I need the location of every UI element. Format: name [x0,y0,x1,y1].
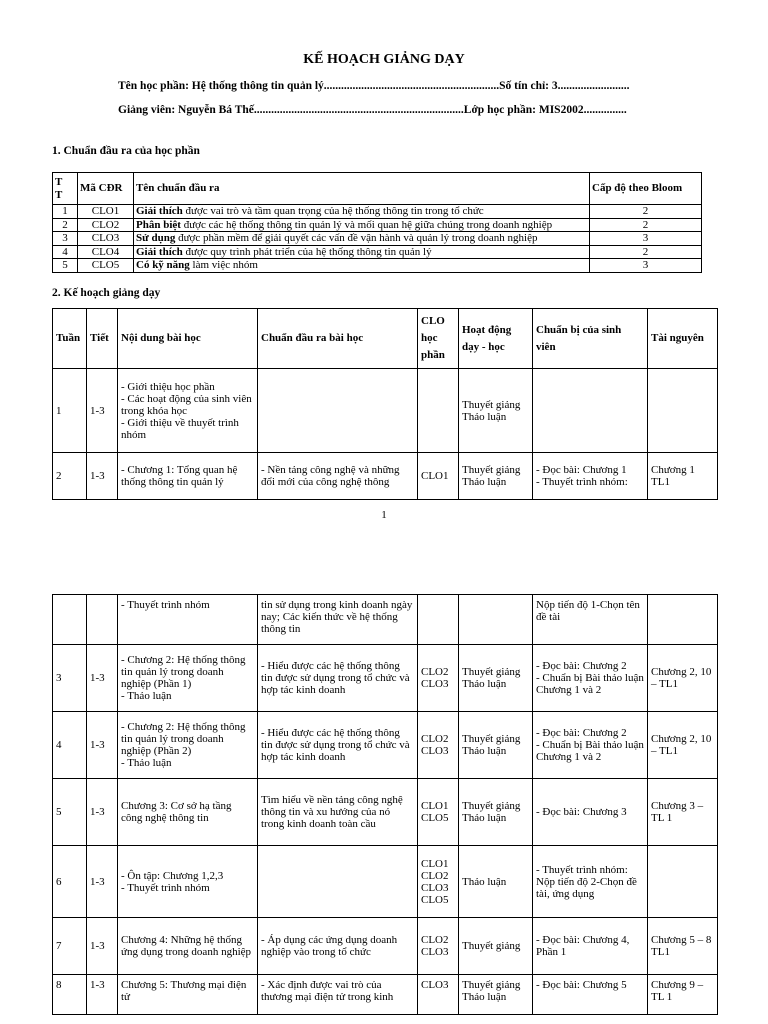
clo-description [134,232,590,246]
clo-code: CLO5 [78,259,134,273]
header-outcome: Chuẩn đầu ra bài học [258,309,418,369]
resource-cell: Chương 9 – TL 1 [648,975,718,1015]
clo-code: CLO2 [78,218,134,232]
content-cell: Chương 4: Những hệ thống ứng dụng trong doanh nghiệp [118,918,258,975]
resource-cell: Chương 5 – 8 TL1 [648,918,718,975]
header-clo: CLO học phần [418,309,459,369]
plan-row [53,918,718,975]
plan-table-page-2 [52,594,718,1015]
outcome-cell: - Xác định được vai trò của thương mại điện tử trong kinh [258,975,418,1015]
plan-row [53,975,718,1015]
clo-description [134,205,590,219]
clo-tt: 1 [53,205,78,219]
activity-cell: Thuyết giảng Thảo luận [459,453,533,500]
clo-tt: 3 [53,232,78,246]
activity-cell [459,595,533,645]
activity-cell: Thuyết giảng Thảo luận [459,779,533,846]
content-cell: - Ôn tập: Chương 1,2,3 - Thuyết trình nhóm [118,846,258,918]
clo-verb: Có kỹ năng [136,259,190,271]
header-prep: Chuẩn bị của sinh viên [533,309,648,369]
clo-row [53,245,702,259]
plan-row [53,712,718,779]
clo-cell: CLO1 CLO2 CLO3 CLO5 [418,846,459,918]
clo-cell: CLO2 CLO3 [418,712,459,779]
section-2-heading: 2. Kế hoạch giảng dạy [52,287,161,299]
week-cell: 6 [53,846,87,918]
clo-text: được quy trình phát triển của hệ thống thông tin quản lý [182,245,432,258]
period-cell: 1-3 [87,645,118,712]
prep-cell: - Đọc bài: Chương 5 [533,975,648,1015]
activity-cell: Thuyết giảng Thảo luận [459,369,533,453]
outcome-cell: - Nền tảng công nghệ và những đổi mới của công nghệ thông [258,453,418,500]
clo-row [53,232,702,246]
document-title: KẾ HOẠCH GIẢNG DẠY [303,52,465,67]
content-cell: - Chương 1: Tổng quan hệ thống thông tin quản lý [118,453,258,500]
header-content: Nội dung bài học [118,309,258,369]
clo-tt: 5 [53,259,78,273]
clo-row [53,218,702,232]
header-period: Tiết [87,309,118,369]
plan-table-page-1 [52,308,718,500]
resource-cell: Chương 3 – TL 1 [648,779,718,846]
activity-cell: Thuyết giảng [459,918,533,975]
header-resource: Tài nguyên [648,309,718,369]
clo-code: CLO1 [78,205,134,219]
clo-table-header [53,173,702,205]
clo-description [134,245,590,259]
clo-cell [418,595,459,645]
clo-cell: CLO2 CLO3 [418,645,459,712]
clo-verb: Phân biệt [136,218,181,231]
clo-cell [418,369,459,453]
activity-cell: Thảo luận [459,846,533,918]
period-cell: 1-3 [87,846,118,918]
clo-bloom: 2 [590,205,702,219]
clo-row [53,205,702,219]
prep-cell: - Đọc bài: Chương 1 - Thuyết trình nhóm: [533,453,648,500]
clo-header-name: Tên chuẩn đầu ra [134,173,590,205]
clo-verb: Sử dụng [136,232,176,244]
plan-row [53,369,718,453]
content-cell: Chương 3: Cơ sở hạ tầng công nghệ thông tin [118,779,258,846]
content-cell: - Thuyết trình nhóm [118,595,258,645]
clo-bloom: 2 [590,218,702,232]
prep-cell: - Đọc bài: Chương 2 - Chuẩn bị Bài thảo luận Chương 1 và 2 [533,712,648,779]
clo-header-code: Mã CĐR [78,173,134,205]
resource-cell [648,369,718,453]
week-cell: 8 [53,975,87,1015]
prep-cell: - Đọc bài: Chương 3 [533,779,648,846]
plan-row [53,453,718,500]
week-cell: 7 [53,918,87,975]
period-cell: 1-3 [87,712,118,779]
clo-header-bloom: Cấp độ theo Bloom [590,173,702,205]
prep-cell: Nộp tiến độ 1-Chọn tên đề tài [533,595,648,645]
period-cell: 1-3 [87,975,118,1015]
plan-row [53,779,718,846]
period-cell [87,595,118,645]
clo-cell: CLO1 CLO5 [418,779,459,846]
clo-text: được vai trò và tầm quan trọng của hệ thống thông tin trong tổ chức [182,205,484,217]
week-cell [53,595,87,645]
outcome-cell [258,846,418,918]
clo-row [53,259,702,273]
resource-cell: Chương 1 TL1 [648,453,718,500]
week-cell: 1 [53,369,87,453]
clo-tt: 4 [53,245,78,259]
content-cell: - Chương 2: Hệ thống thông tin quản lý trong doanh nghiệp (Phần 1) - Thảo luận [118,645,258,712]
outcome-cell: - Hiểu được các hệ thống thông tin được sử dụng trong tổ chức và hợp tác kinh doanh [258,645,418,712]
prep-cell: - Đọc bài: Chương 4, Phần 1 [533,918,648,975]
content-cell: - Giới thiệu học phần - Các hoạt động của sinh viên trong khóa học - Giới thiệu về thuyết trình nhóm [118,369,258,453]
clo-tt: 2 [53,218,78,232]
clo-description [134,259,590,273]
clo-text: làm việc nhóm [189,259,258,271]
clo-text: được phần mềm để giải quyết các vấn đề vận hành và quản lý trong doanh nghiệp [175,232,538,244]
prep-cell [533,369,648,453]
page-number: 1 [381,509,387,521]
clo-verb: Giải thích [136,245,183,258]
period-cell: 1-3 [87,369,118,453]
clo-table [52,172,702,273]
outcome-cell [258,369,418,453]
clo-cell: CLO3 [418,975,459,1015]
outcome-cell: - Hiểu được các hệ thống thông tin được sử dụng trong tổ chức và hợp tác kinh doanh [258,712,418,779]
resource-cell: Chương 2, 10 – TL1 [648,645,718,712]
clo-cell: CLO1 [418,453,459,500]
clo-code: CLO4 [78,245,134,259]
header-activity: Hoạt động dạy - học [459,309,533,369]
period-cell: 1-3 [87,453,118,500]
week-cell: 3 [53,645,87,712]
plan-row [53,595,718,645]
prep-cell: - Thuyết trình nhóm: Nộp tiến độ 2-Chọn đề tài, ứng dụng [533,846,648,918]
plan-table-header [53,309,718,369]
lecturer-info-line: Giảng viên: Nguyễn Bá Thế.........................................................................Lớp học phần: MIS2002............... [118,104,627,116]
clo-bloom: 3 [590,259,702,273]
section-1-heading: 1. Chuẩn đầu ra của học phần [52,145,200,157]
clo-header-tt: T T [53,173,78,205]
week-cell: 5 [53,779,87,846]
week-cell: 4 [53,712,87,779]
activity-cell: Thuyết giảng Thảo luận [459,712,533,779]
course-info-line: Tên học phần: Hệ thống thông tin quản lý.............................................................Số tín chỉ: 3......................... [118,80,630,92]
clo-bloom: 2 [590,245,702,259]
week-cell: 2 [53,453,87,500]
clo-text: được các hệ thống thông tin quản lý và mối quan hệ giữa chúng trong doanh nghiệp [180,218,553,231]
outcome-cell: - Áp dụng các ứng dụng doanh nghiệp vào trong tổ chức [258,918,418,975]
content-cell: Chương 5: Thương mại điện tử [118,975,258,1015]
resource-cell [648,846,718,918]
resource-cell [648,595,718,645]
header-week: Tuần [53,309,87,369]
plan-row [53,645,718,712]
clo-verb: Giải thích [136,205,183,217]
resource-cell: Chương 2, 10 – TL1 [648,712,718,779]
period-cell: 1-3 [87,918,118,975]
prep-cell: - Đọc bài: Chương 2 - Chuẩn bị Bài thảo luận Chương 1 và 2 [533,645,648,712]
activity-cell: Thuyết giảng Thảo luận [459,645,533,712]
plan-row [53,846,718,918]
clo-description [134,218,590,232]
content-cell: - Chương 2: Hệ thống thông tin quản lý trong doanh nghiệp (Phần 2) - Thảo luận [118,712,258,779]
period-cell: 1-3 [87,779,118,846]
clo-bloom: 3 [590,232,702,246]
outcome-cell: tin sử dụng trong kinh doanh ngày nay; Các kiến thức về hệ thống thông tin [258,595,418,645]
clo-cell: CLO2 CLO3 [418,918,459,975]
activity-cell: Thuyết giảng Thảo luận [459,975,533,1015]
outcome-cell: Tìm hiểu về nền tảng công nghệ thông tin và xu hướng của nó trong kinh doanh toàn cầu [258,779,418,846]
clo-code: CLO3 [78,232,134,246]
